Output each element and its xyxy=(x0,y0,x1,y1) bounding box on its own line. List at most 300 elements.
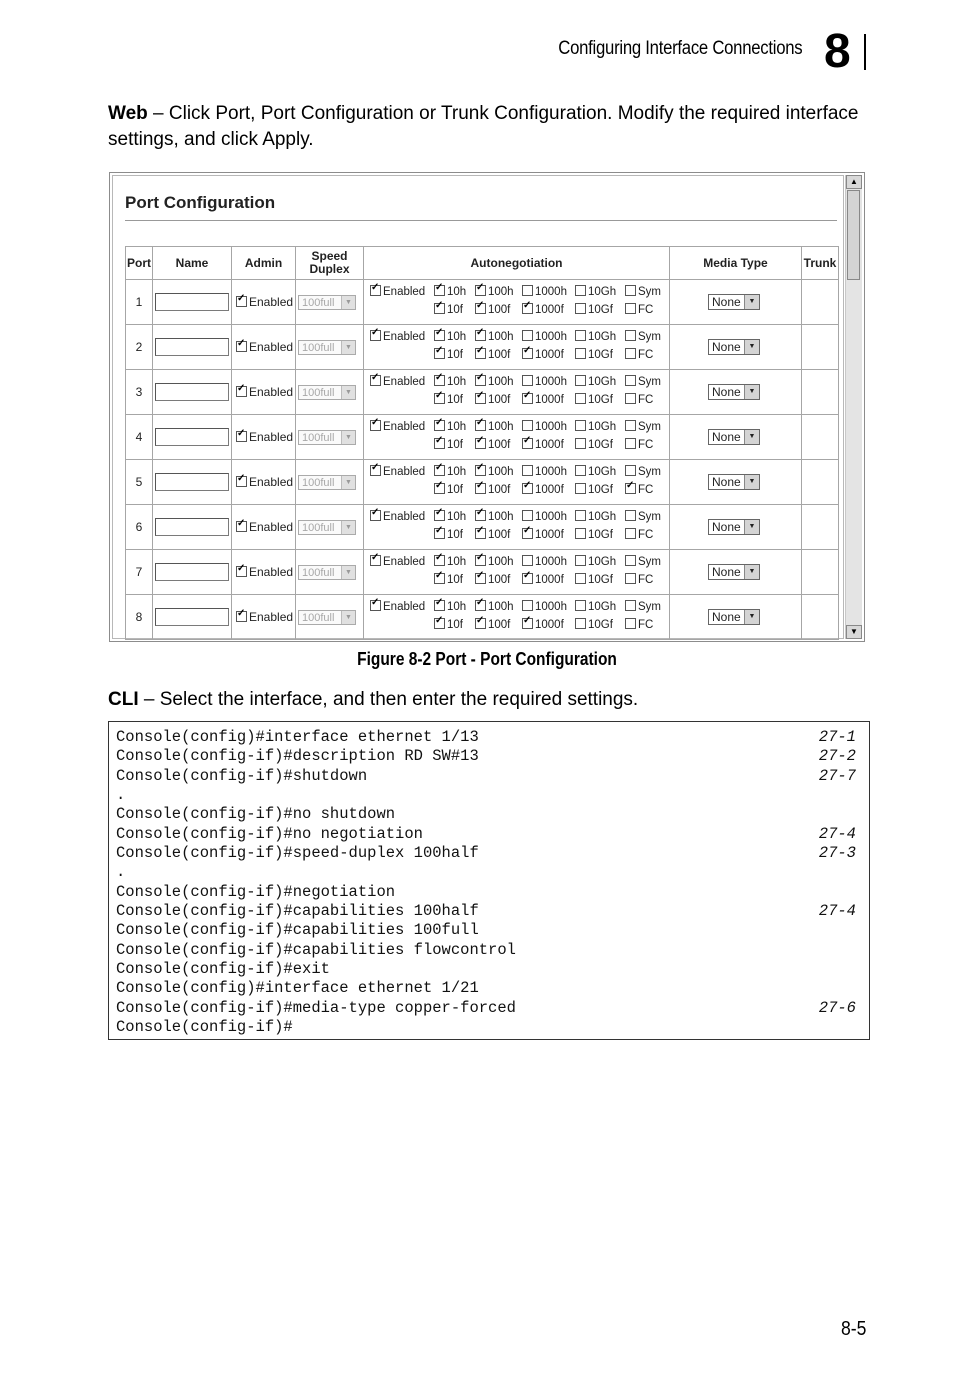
autoneg-checkbox[interactable] xyxy=(625,465,636,476)
autoneg-checkbox[interactable] xyxy=(625,555,636,566)
speed-duplex-cell xyxy=(296,325,364,370)
speed-duplex-value: 100full xyxy=(302,476,335,489)
autoneg-checkbox[interactable] xyxy=(370,420,381,431)
port-name-input[interactable] xyxy=(155,473,229,491)
cli-line xyxy=(116,883,856,902)
column-header-name: Name xyxy=(153,247,232,280)
autoneg-checkbox[interactable] xyxy=(575,465,586,476)
autoneg-checkbox[interactable] xyxy=(434,618,445,629)
autoneg-checkbox[interactable] xyxy=(370,600,381,611)
autoneg-option[interactable] xyxy=(575,465,616,478)
autoneg-checkbox[interactable] xyxy=(475,438,486,449)
autoneg-checkbox[interactable] xyxy=(575,393,586,404)
port-name-input[interactable] xyxy=(155,428,229,446)
autoneg-option[interactable] xyxy=(475,330,514,343)
autoneg-option[interactable] xyxy=(522,510,567,523)
autoneg-option[interactable] xyxy=(625,420,661,433)
autoneg-option[interactable] xyxy=(625,528,653,541)
autoneg-option[interactable] xyxy=(625,330,661,343)
autoneg-option[interactable] xyxy=(370,510,425,523)
autoneg-option[interactable] xyxy=(522,330,567,343)
autoneg-checkbox[interactable] xyxy=(575,438,586,449)
autoneg-checkbox[interactable] xyxy=(475,375,486,386)
autoneg-checkbox[interactable] xyxy=(475,573,486,584)
admin-toggle[interactable] xyxy=(236,565,293,579)
admin-enabled-checkbox[interactable] xyxy=(236,611,247,622)
trunk-cell xyxy=(802,415,839,460)
autoneg-option[interactable] xyxy=(625,393,653,406)
autoneg-option[interactable] xyxy=(522,438,564,451)
autoneg-option[interactable] xyxy=(625,483,653,496)
port-name-input[interactable] xyxy=(155,383,229,401)
autoneg-checkbox[interactable] xyxy=(475,600,486,611)
admin-toggle[interactable] xyxy=(236,610,293,624)
autoneg-checkbox[interactable] xyxy=(434,348,445,359)
media-type-select[interactable] xyxy=(708,429,760,445)
autoneg-option-label: 10f xyxy=(447,529,463,541)
autoneg-option[interactable] xyxy=(575,618,613,631)
autoneg-checkbox[interactable] xyxy=(434,375,445,386)
autoneg-checkbox[interactable] xyxy=(522,483,533,494)
admin-enabled-checkbox[interactable] xyxy=(236,431,247,442)
autoneg-option[interactable] xyxy=(625,285,661,298)
cli-command: Console(config-if)#speed-duplex 100half xyxy=(116,844,479,863)
autoneg-option[interactable] xyxy=(522,285,567,298)
table-row xyxy=(126,280,839,325)
autoneg-option[interactable] xyxy=(625,618,653,631)
autoneg-option[interactable] xyxy=(434,420,466,433)
autoneg-checkbox[interactable] xyxy=(434,420,445,431)
autoneg-checkbox[interactable] xyxy=(370,330,381,341)
autoneg-option[interactable] xyxy=(522,303,564,316)
table-header-row xyxy=(126,247,839,280)
autoneg-option[interactable] xyxy=(625,510,661,523)
speed-duplex-select[interactable] xyxy=(298,295,356,310)
port-name-input[interactable] xyxy=(155,338,229,356)
trunk-cell xyxy=(802,325,839,370)
trunk-cell xyxy=(802,370,839,415)
cli-line xyxy=(116,863,856,882)
chevron-down-icon: ▼ xyxy=(341,566,355,579)
autoneg-option[interactable] xyxy=(434,303,463,316)
autoneg-option[interactable] xyxy=(475,510,514,523)
speed-duplex-select[interactable] xyxy=(298,340,356,355)
cli-code-block xyxy=(108,721,870,1040)
autoneg-checkbox[interactable] xyxy=(370,510,381,521)
autoneg-checkbox[interactable] xyxy=(625,438,636,449)
table-row xyxy=(126,370,839,415)
autoneg-checkbox[interactable] xyxy=(625,285,636,296)
autoneg-checkbox[interactable] xyxy=(522,375,533,386)
cli-reference: 27-7 xyxy=(818,766,856,785)
admin-enabled-checkbox[interactable] xyxy=(236,521,247,532)
autoneg-option[interactable] xyxy=(434,600,466,613)
autonegotiation-cell xyxy=(364,505,670,550)
autoneg-option[interactable] xyxy=(575,510,616,523)
autoneg-option[interactable] xyxy=(625,375,661,388)
media-type-select[interactable] xyxy=(708,609,760,625)
autoneg-option[interactable] xyxy=(434,348,463,361)
autoneg-option[interactable] xyxy=(625,348,653,361)
autoneg-option[interactable] xyxy=(625,303,653,316)
name-cell xyxy=(153,550,232,595)
admin-toggle[interactable] xyxy=(236,295,293,309)
admin-enabled-checkbox[interactable] xyxy=(236,386,247,397)
scroll-up-icon[interactable]: ▲ xyxy=(846,175,862,189)
autoneg-checkbox[interactable] xyxy=(434,573,445,584)
autonegotiation-cell xyxy=(364,460,670,505)
autoneg-option[interactable] xyxy=(575,303,613,316)
autoneg-checkbox[interactable] xyxy=(475,618,486,629)
autoneg-option[interactable] xyxy=(522,618,564,631)
autoneg-checkbox[interactable] xyxy=(625,600,636,611)
port-name-input[interactable] xyxy=(155,518,229,536)
port-name-input[interactable] xyxy=(155,563,229,581)
autoneg-checkbox[interactable] xyxy=(625,303,636,314)
media-type-select[interactable] xyxy=(708,519,760,535)
name-cell xyxy=(153,325,232,370)
autoneg-checkbox[interactable] xyxy=(370,375,381,386)
vertical-scrollbar[interactable] xyxy=(845,175,862,639)
chevron-down-icon: ▼ xyxy=(744,430,759,444)
autoneg-checkbox[interactable] xyxy=(475,555,486,566)
autoneg-option[interactable] xyxy=(370,375,425,388)
cli-command: Console(config-if)#capabilities 100half xyxy=(116,902,479,921)
autoneg-checkbox[interactable] xyxy=(575,510,586,521)
autoneg-option[interactable] xyxy=(475,528,510,541)
autoneg-option[interactable] xyxy=(522,555,567,568)
scroll-down-icon[interactable]: ▼ xyxy=(846,625,862,639)
autoneg-option-label: 10h xyxy=(447,556,467,568)
autoneg-option[interactable] xyxy=(434,483,463,496)
autoneg-option[interactable] xyxy=(475,393,510,406)
autoneg-option[interactable] xyxy=(522,348,564,361)
autoneg-option[interactable] xyxy=(625,600,661,613)
autoneg-checkbox[interactable] xyxy=(434,465,445,476)
autoneg-option[interactable] xyxy=(475,285,514,298)
autoneg-checkbox[interactable] xyxy=(522,618,533,629)
autoneg-checkbox[interactable] xyxy=(522,465,533,476)
media-type-value: None xyxy=(712,340,741,354)
autoneg-option[interactable] xyxy=(522,528,564,541)
cli-label: CLI xyxy=(108,689,139,710)
autoneg-option[interactable] xyxy=(625,438,653,451)
speed-duplex-select[interactable] xyxy=(298,565,356,580)
autoneg-checkbox[interactable] xyxy=(522,330,533,341)
chapter-rule xyxy=(864,34,866,70)
admin-toggle[interactable] xyxy=(236,430,293,444)
autoneg-checkbox[interactable] xyxy=(475,420,486,431)
autoneg-option-label: FC xyxy=(638,304,654,316)
autoneg-option[interactable] xyxy=(434,375,466,388)
autoneg-option-label: Enabled xyxy=(383,286,426,298)
autoneg-checkbox[interactable] xyxy=(575,618,586,629)
autoneg-option-label: 10Gh xyxy=(588,421,617,433)
column-header-media-type: Media Type xyxy=(670,247,802,280)
autoneg-checkbox[interactable] xyxy=(434,555,445,566)
admin-cell xyxy=(232,370,296,415)
autoneg-option[interactable] xyxy=(434,573,463,586)
autoneg-checkbox[interactable] xyxy=(434,600,445,611)
autoneg-checkbox[interactable] xyxy=(575,375,586,386)
autoneg-option[interactable] xyxy=(434,510,466,523)
speed-duplex-select[interactable] xyxy=(298,385,356,400)
speed-duplex-select[interactable] xyxy=(298,520,356,535)
media-type-cell xyxy=(670,415,802,460)
trunk-cell xyxy=(802,595,839,640)
autoneg-option[interactable] xyxy=(522,420,567,433)
autoneg-option[interactable] xyxy=(434,438,463,451)
autoneg-option-label: Sym xyxy=(638,511,661,523)
autoneg-checkbox[interactable] xyxy=(434,285,445,296)
autoneg-checkbox[interactable] xyxy=(434,483,445,494)
autoneg-checkbox[interactable] xyxy=(434,438,445,449)
autoneg-checkbox[interactable] xyxy=(475,330,486,341)
autoneg-option-label: 10h xyxy=(447,466,467,478)
autoneg-option-label: 100h xyxy=(488,511,514,523)
autoneg-option[interactable] xyxy=(475,600,514,613)
autoneg-checkbox[interactable] xyxy=(434,528,445,539)
media-type-value: None xyxy=(712,520,741,534)
port-number: 7 xyxy=(126,550,153,595)
cli-command: Console(config-if)#exit xyxy=(116,960,330,979)
autoneg-option[interactable] xyxy=(370,330,425,343)
autoneg-option[interactable] xyxy=(434,555,466,568)
autoneg-option-label: 1000f xyxy=(535,349,564,361)
autoneg-option-label: 10f xyxy=(447,439,463,451)
autoneg-checkbox[interactable] xyxy=(475,285,486,296)
autoneg-option[interactable] xyxy=(575,555,616,568)
autoneg-checkbox[interactable] xyxy=(522,555,533,566)
cli-reference: 27-2 xyxy=(818,747,856,766)
autoneg-option[interactable] xyxy=(475,348,510,361)
speed-duplex-select[interactable] xyxy=(298,430,356,445)
autoneg-checkbox[interactable] xyxy=(475,528,486,539)
autoneg-option-label: 100h xyxy=(488,601,514,613)
autoneg-option[interactable] xyxy=(522,483,564,496)
autoneg-checkbox[interactable] xyxy=(434,393,445,404)
admin-enabled-checkbox[interactable] xyxy=(236,296,247,307)
speed-duplex-select[interactable] xyxy=(298,475,356,490)
autoneg-checkbox[interactable] xyxy=(475,465,486,476)
admin-toggle[interactable] xyxy=(236,475,293,489)
autoneg-option[interactable] xyxy=(575,393,613,406)
autoneg-option[interactable] xyxy=(575,600,616,613)
media-type-cell xyxy=(670,460,802,505)
autoneg-option[interactable] xyxy=(575,330,616,343)
column-header-autonegotiation: Autonegotiation xyxy=(364,247,670,280)
autoneg-option-label: 100f xyxy=(488,484,511,496)
admin-enabled-label: Enabled xyxy=(249,565,294,579)
admin-cell xyxy=(232,280,296,325)
autoneg-option[interactable] xyxy=(434,528,463,541)
autoneg-option[interactable] xyxy=(575,438,613,451)
autoneg-checkbox[interactable] xyxy=(575,348,586,359)
autoneg-checkbox[interactable] xyxy=(625,510,636,521)
autoneg-checkbox[interactable] xyxy=(475,348,486,359)
autoneg-option[interactable] xyxy=(434,465,466,478)
autoneg-checkbox[interactable] xyxy=(434,510,445,521)
autoneg-checkbox[interactable] xyxy=(434,330,445,341)
autoneg-option[interactable] xyxy=(575,573,613,586)
chevron-down-icon: ▼ xyxy=(341,341,355,354)
autoneg-checkbox[interactable] xyxy=(575,420,586,431)
speed-duplex-value: 100full xyxy=(302,611,335,624)
autoneg-option-label: FC xyxy=(638,529,654,541)
table-row xyxy=(126,415,839,460)
autoneg-option[interactable] xyxy=(475,375,514,388)
autoneg-checkbox[interactable] xyxy=(522,303,533,314)
autoneg-option[interactable] xyxy=(522,375,567,388)
autoneg-checkbox[interactable] xyxy=(522,438,533,449)
port-number: 8 xyxy=(126,595,153,640)
media-type-select[interactable] xyxy=(708,564,760,580)
autoneg-checkbox[interactable] xyxy=(522,285,533,296)
port-name-input[interactable] xyxy=(155,293,229,311)
autoneg-option[interactable] xyxy=(434,285,466,298)
cli-line xyxy=(116,786,856,805)
autoneg-option[interactable] xyxy=(370,600,425,613)
autoneg-option-label: 10Gf xyxy=(588,349,613,361)
speed-duplex-value: 100full xyxy=(302,386,335,399)
table-row xyxy=(126,550,839,595)
autoneg-option[interactable] xyxy=(475,618,510,631)
autoneg-checkbox[interactable] xyxy=(475,510,486,521)
autoneg-checkbox[interactable] xyxy=(522,510,533,521)
autoneg-checkbox[interactable] xyxy=(522,600,533,611)
autoneg-option[interactable] xyxy=(625,573,653,586)
autoneg-option-label: 1000f xyxy=(535,574,564,586)
autoneg-checkbox[interactable] xyxy=(575,600,586,611)
autoneg-checkbox[interactable] xyxy=(625,330,636,341)
autoneg-option[interactable] xyxy=(475,555,514,568)
autoneg-option[interactable] xyxy=(475,483,510,496)
admin-toggle[interactable] xyxy=(236,520,293,534)
autoneg-option-label: 10f xyxy=(447,619,463,631)
autoneg-option[interactable] xyxy=(522,393,564,406)
autoneg-option[interactable] xyxy=(575,348,613,361)
autoneg-checkbox[interactable] xyxy=(475,393,486,404)
autoneg-option[interactable] xyxy=(625,555,661,568)
autoneg-option-label: 10h xyxy=(447,511,467,523)
autoneg-checkbox[interactable] xyxy=(625,573,636,584)
speed-duplex-value: 100full xyxy=(302,521,335,534)
chevron-down-icon: ▼ xyxy=(744,475,759,489)
autoneg-option[interactable] xyxy=(475,420,514,433)
autoneg-option[interactable] xyxy=(575,483,613,496)
media-type-value: None xyxy=(712,565,741,579)
autonegotiation-cell xyxy=(364,415,670,460)
cli-line xyxy=(116,728,856,747)
autoneg-option[interactable] xyxy=(475,465,514,478)
autoneg-option[interactable] xyxy=(475,438,510,451)
autoneg-option-label: 10f xyxy=(447,484,463,496)
cli-command: Console(config-if)# xyxy=(116,1018,293,1037)
autoneg-option[interactable] xyxy=(522,600,567,613)
autoneg-checkbox[interactable] xyxy=(575,528,586,539)
autoneg-checkbox[interactable] xyxy=(625,393,636,404)
autoneg-checkbox[interactable] xyxy=(575,285,586,296)
autoneg-option[interactable] xyxy=(475,573,510,586)
autoneg-option-label: 100f xyxy=(488,619,511,631)
autoneg-checkbox[interactable] xyxy=(522,348,533,359)
autoneg-checkbox[interactable] xyxy=(575,483,586,494)
autoneg-checkbox[interactable] xyxy=(522,420,533,431)
media-type-select[interactable] xyxy=(708,474,760,490)
autoneg-checkbox[interactable] xyxy=(625,375,636,386)
autoneg-checkbox[interactable] xyxy=(575,573,586,584)
autoneg-checkbox[interactable] xyxy=(625,348,636,359)
autoneg-checkbox[interactable] xyxy=(625,618,636,629)
autoneg-option[interactable] xyxy=(434,393,463,406)
admin-toggle[interactable] xyxy=(236,385,293,399)
autoneg-checkbox[interactable] xyxy=(475,303,486,314)
cli-command: Console(config-if)#no shutdown xyxy=(116,805,396,824)
autoneg-checkbox[interactable] xyxy=(370,285,381,296)
web-instructions xyxy=(108,101,868,153)
media-type-select[interactable] xyxy=(708,339,760,355)
autoneg-checkbox[interactable] xyxy=(575,555,586,566)
autoneg-option[interactable] xyxy=(434,618,463,631)
autoneg-option-label: 1000h xyxy=(535,556,567,568)
autoneg-option-label: 1000h xyxy=(535,331,567,343)
name-cell xyxy=(153,370,232,415)
autoneg-option-label: 100f xyxy=(488,304,511,316)
scroll-thumb[interactable] xyxy=(847,190,860,280)
autoneg-option[interactable] xyxy=(575,375,616,388)
admin-toggle[interactable] xyxy=(236,340,293,354)
chevron-down-icon: ▼ xyxy=(341,521,355,534)
admin-enabled-checkbox[interactable] xyxy=(236,476,247,487)
autoneg-checkbox[interactable] xyxy=(522,528,533,539)
media-type-select[interactable] xyxy=(708,294,760,310)
autoneg-option[interactable] xyxy=(522,573,564,586)
autoneg-option[interactable] xyxy=(370,285,425,298)
admin-enabled-checkbox[interactable] xyxy=(236,341,247,352)
autoneg-checkbox[interactable] xyxy=(475,483,486,494)
media-type-select[interactable] xyxy=(708,384,760,400)
autoneg-checkbox[interactable] xyxy=(522,573,533,584)
autoneg-option[interactable] xyxy=(625,465,661,478)
autoneg-option[interactable] xyxy=(370,465,425,478)
autoneg-checkbox[interactable] xyxy=(370,555,381,566)
admin-enabled-checkbox[interactable] xyxy=(236,566,247,577)
autoneg-checkbox[interactable] xyxy=(370,465,381,476)
cli-line xyxy=(116,767,856,786)
autoneg-option[interactable] xyxy=(370,420,425,433)
cli-lines xyxy=(116,728,856,1038)
autoneg-option[interactable] xyxy=(522,465,567,478)
autoneg-option[interactable] xyxy=(475,303,510,316)
autoneg-checkbox[interactable] xyxy=(575,330,586,341)
autoneg-option[interactable] xyxy=(370,555,425,568)
autoneg-option[interactable] xyxy=(575,420,616,433)
autoneg-option-label: 1000h xyxy=(535,511,567,523)
autoneg-option[interactable] xyxy=(575,528,613,541)
autoneg-checkbox[interactable] xyxy=(625,528,636,539)
autoneg-checkbox[interactable] xyxy=(434,303,445,314)
speed-duplex-select[interactable] xyxy=(298,610,356,625)
port-name-input[interactable] xyxy=(155,608,229,626)
autoneg-checkbox[interactable] xyxy=(625,483,636,494)
autoneg-checkbox[interactable] xyxy=(575,303,586,314)
autoneg-option[interactable] xyxy=(434,330,466,343)
autoneg-option[interactable] xyxy=(575,285,616,298)
autoneg-checkbox[interactable] xyxy=(522,393,533,404)
autoneg-checkbox[interactable] xyxy=(625,420,636,431)
cli-line xyxy=(116,999,856,1018)
autoneg-option-label: 1000f xyxy=(535,484,564,496)
